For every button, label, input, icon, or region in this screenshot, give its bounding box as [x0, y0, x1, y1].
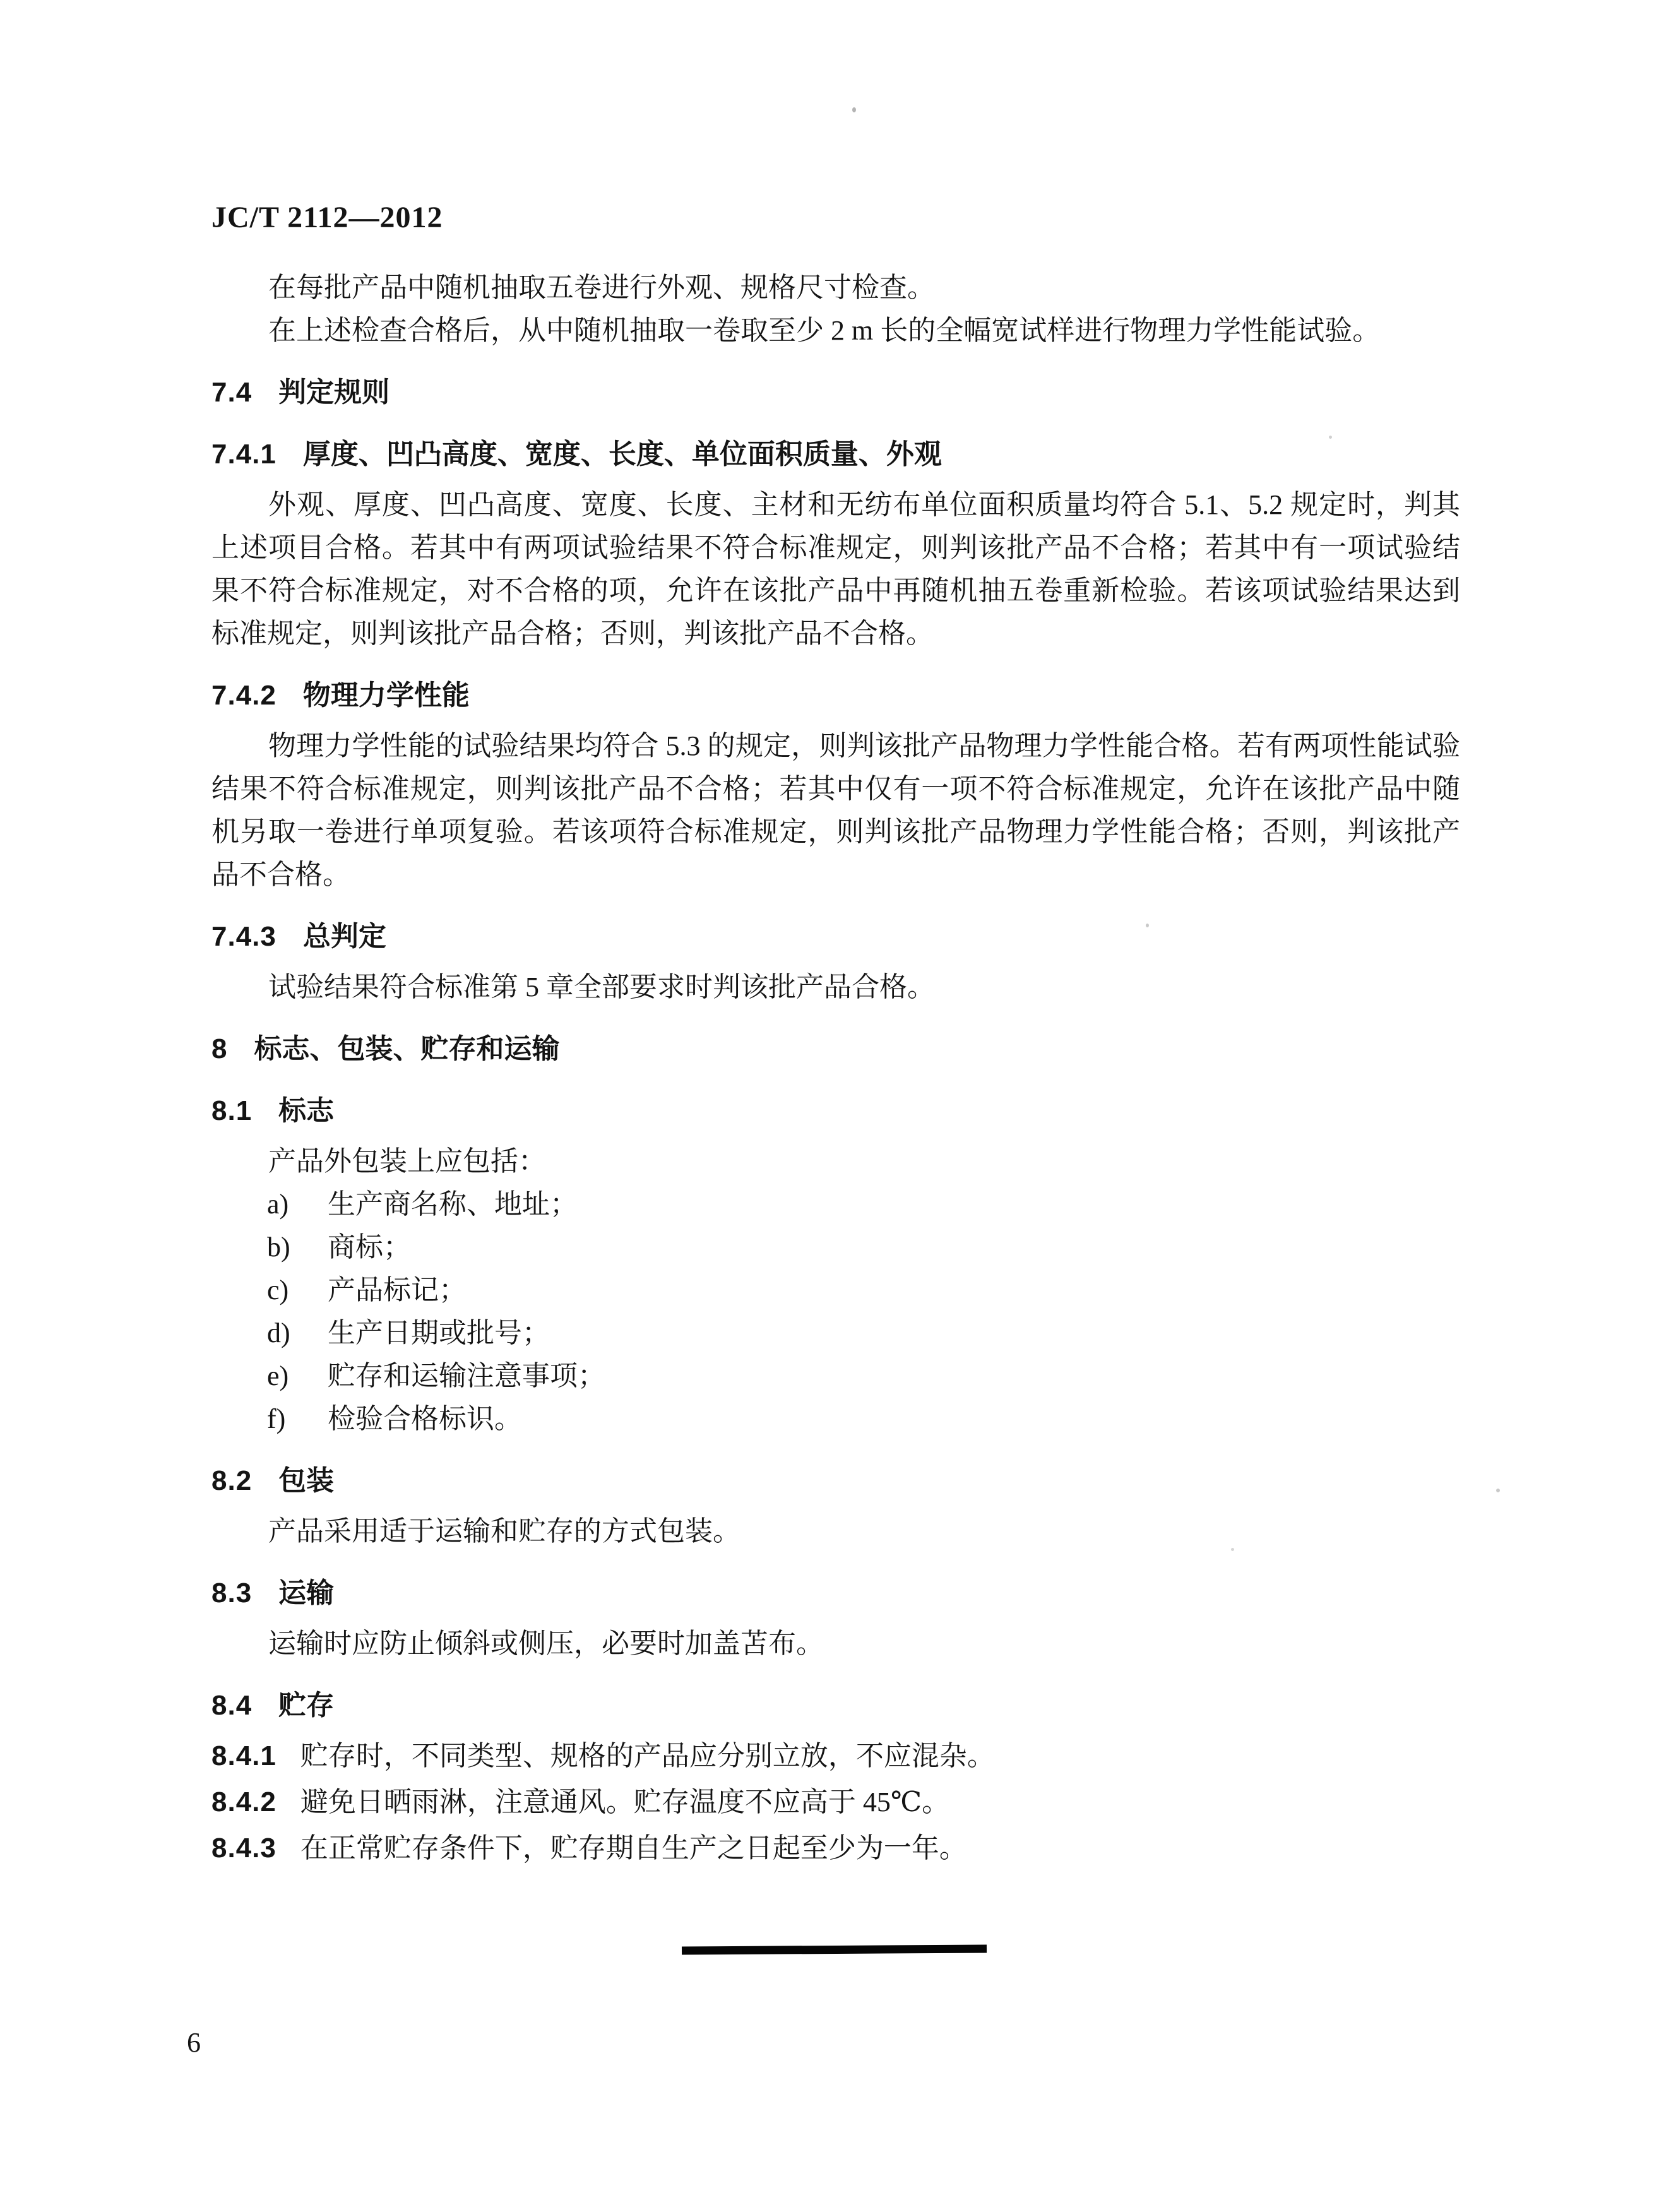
section-number: 7.4.3 — [211, 921, 276, 952]
list-item-b — [211, 1226, 1460, 1269]
list-item-label: c) — [267, 1275, 289, 1305]
section-title: 厚度、凹凸高度、宽度、长度、单位面积质量、外观 — [302, 439, 942, 470]
list-item-text: 检验合格标识。 — [328, 1403, 522, 1434]
clause-number: 8.4.3 — [211, 1833, 276, 1864]
list-item-text: 贮存和运输注意事项； — [328, 1360, 605, 1391]
standard-number-header: JC/T 2112—2012 — [211, 201, 443, 234]
section-number: 8.3 — [211, 1578, 253, 1608]
section-number: 8.2 — [211, 1465, 253, 1496]
section-title: 标志、包装、贮存和运输 — [254, 1033, 560, 1064]
section-heading-7-4-2 — [211, 674, 1460, 717]
section-title: 标志 — [278, 1095, 335, 1126]
section-number: 7.4.2 — [211, 680, 276, 711]
section-number: 7.4 — [211, 377, 253, 408]
list-item-a — [211, 1183, 1460, 1226]
section-number: 8.4 — [211, 1690, 253, 1721]
clause-8-4-3 — [211, 1827, 1460, 1870]
section-heading-7-4-3 — [211, 915, 1460, 958]
section-title: 贮存 — [278, 1690, 335, 1721]
section-heading-8-2 — [211, 1460, 1460, 1502]
list-item-text: 生产日期或批号； — [328, 1317, 550, 1348]
intro-paragraph-2: 在上述检查合格后，从中随机抽取一卷取至少 2 m 长的全幅宽试样进行物理力学性能试验。 — [268, 315, 1381, 346]
list-item-f — [211, 1398, 1460, 1441]
section-number: 8.1 — [211, 1095, 253, 1126]
scan-speck — [1496, 1489, 1500, 1492]
section-title: 总判定 — [302, 921, 386, 952]
scan-speck — [1231, 1548, 1234, 1551]
list-item-label: e) — [267, 1360, 289, 1391]
scan-speck — [852, 107, 856, 112]
scan-speck — [1329, 436, 1332, 439]
end-of-document-bar — [682, 1945, 987, 1955]
clause-text: 贮存时，不同类型、规格的产品应分别立放，不应混杂。 — [300, 1740, 995, 1771]
list-item-text: 商标； — [328, 1232, 411, 1263]
section-lead-8-1: 产品外包装上应包括： — [268, 1146, 546, 1177]
list-item-e — [211, 1355, 1460, 1398]
section-heading-8-3 — [211, 1572, 1460, 1615]
marking-list — [211, 1183, 1460, 1441]
page-number: 6 — [187, 2027, 201, 2058]
list-item-c — [211, 1269, 1460, 1312]
section-body-8-2: 产品采用适于运输和贮存的方式包装。 — [268, 1516, 740, 1547]
section-body-7-4-2: 物理力学性能的试验结果均符合 5.3 的规定，则判该批产品物理力学性能合格。若有两项性能试验结果不符合标准规定，则判该批产品不合格；若其中仅有一项不符合标准规定，允许在该批产品中随机另取一卷进行单项复验。若该项符合标准规定，则判该批产品物理力学性能合格；否则，判该批产品不合格。 — [211, 730, 1460, 890]
section-heading-8 — [211, 1028, 1460, 1071]
section-title: 判定规则 — [278, 377, 390, 408]
section-title: 物理力学性能 — [302, 680, 470, 711]
section-heading-7-4-1 — [211, 433, 1460, 476]
section-title: 包装 — [278, 1465, 335, 1496]
clause-text: 在正常贮存条件下，贮存期自生产之日起至少为一年。 — [300, 1833, 967, 1864]
clause-8-4-2 — [211, 1781, 1460, 1824]
page-content — [211, 196, 1460, 1870]
clause-text: 避免日晒雨淋，注意通风。贮存温度不应高于 45℃。 — [300, 1787, 950, 1817]
section-heading-8-4 — [211, 1684, 1460, 1727]
list-item-d — [211, 1312, 1460, 1355]
section-number: 7.4.1 — [211, 439, 276, 470]
section-title: 运输 — [278, 1578, 335, 1608]
list-item-text: 产品标记； — [328, 1275, 467, 1305]
clause-number: 8.4.2 — [211, 1787, 276, 1817]
section-body-7-4-3: 试验结果符合标准第 5 章全部要求时判该批产品合格。 — [268, 972, 935, 1002]
list-item-label: b) — [267, 1232, 290, 1263]
intro-paragraph-1: 在每批产品中随机抽取五卷进行外观、规格尺寸检查。 — [268, 272, 935, 303]
section-heading-7-4 — [211, 371, 1460, 414]
section-body-7-4-1: 外观、厚度、凹凸高度、宽度、长度、主材和无纺布单位面积质量均符合 5.1、5.2 规定时，判其上述项目合格。若其中有两项试验结果不符合标准规定，则判该批产品不合格；若其中有一项试验结果不符合标准规定，对不合格的项，允许在该批产品中再随机抽五卷重新检验。若该项试验结果达到标准规定，则判该批产品合格；否则，判该批产品不合格。 — [211, 489, 1460, 649]
section-heading-8-1 — [211, 1090, 1460, 1133]
list-item-text: 生产商名称、地址； — [328, 1189, 578, 1220]
scan-speck — [1146, 924, 1149, 927]
list-item-label: d) — [267, 1317, 290, 1348]
section-body-8-3: 运输时应防止倾斜或侧压，必要时加盖苫布。 — [268, 1628, 824, 1659]
section-number: 8 — [211, 1033, 228, 1064]
clause-number: 8.4.1 — [211, 1740, 276, 1771]
list-item-label: f) — [267, 1403, 286, 1434]
list-item-label: a) — [267, 1189, 289, 1220]
clause-8-4-1 — [211, 1735, 1460, 1778]
